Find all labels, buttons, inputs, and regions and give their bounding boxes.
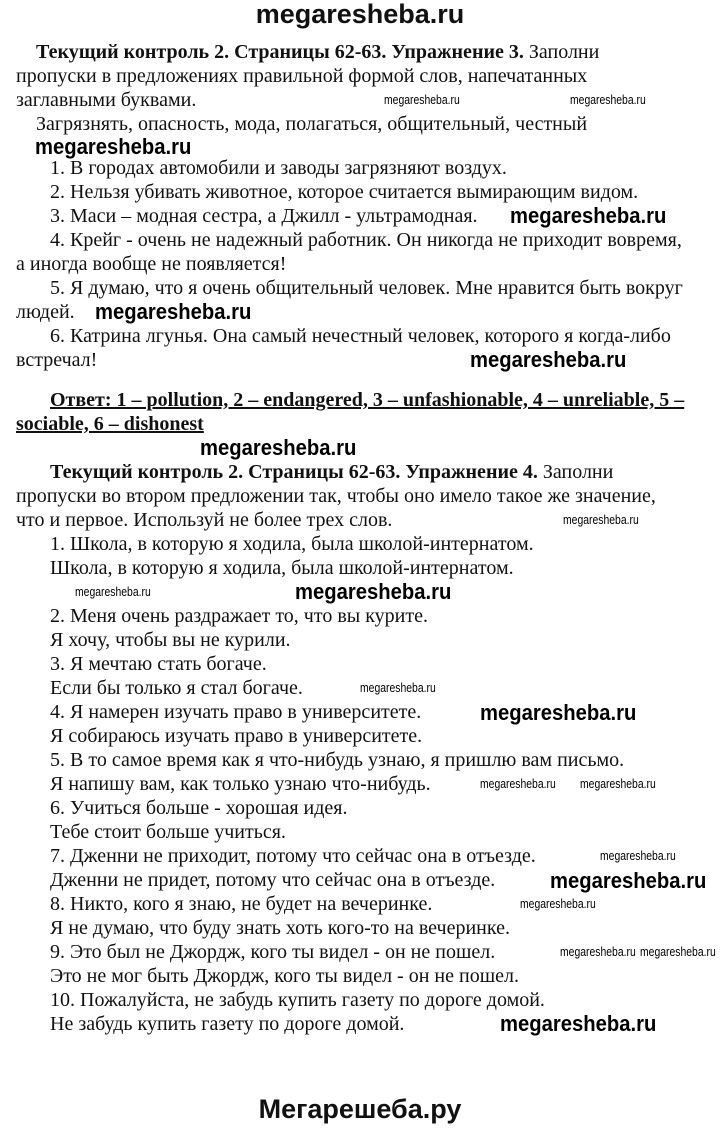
sentence: а иногда вообще не появляется! [16,253,287,275]
sentence: Дженни не придет, потому что сейчас она в отъезде. [50,869,496,891]
ex4-instruction-2: пропуски во втором предложении так, чтобы оно имело такое же значение, [16,485,656,507]
ex4-title-line [50,460,613,484]
watermark: megaresheba.ru [600,848,676,863]
answer-line-1: Ответ: 1 – pollution, 2 – endangered, 3 – unfashionable, 4 – unreliable, 5 – [50,389,685,411]
sentence: 3. Я мечтаю стать богаче. [50,653,267,675]
sentence: 4. Крейг - очень не надежный работник. Он никогда не приходит вовремя, [50,229,682,251]
sentence: Тебе стоит больше учиться. [50,821,286,843]
ex3-title-line [36,40,599,64]
sentence: 9. Это был не Джордж, кого ты видел - он не пошел. [50,941,496,963]
watermark: megaresheba.ru [640,944,716,959]
sentence: людей. [16,301,75,323]
watermark: megaresheba.ru [510,203,667,228]
sentence: 3. Маси – модная сестра, а Джилл - ультрамодная. [50,205,478,227]
watermark: megaresheba.ru [295,579,452,604]
ex3-instruction-3: заглавными буквами. [16,89,197,111]
sentence: Не забудь купить газету по дороге домой. [50,1013,405,1035]
sentence: 8. Никто, кого я знаю, не будет на вечеринке. [50,893,433,915]
sentence: Если бы только я стал богаче. [50,677,303,699]
sentence: 2. Нельзя убивать животное, которое считается вымирающим видом. [50,181,639,203]
sentence: 7. Дженни не приходит, потому что сейчас она в отъезде. [50,845,536,867]
sentence: Я напишу вам, как только узнаю что-нибудь. [50,773,431,795]
watermark: megaresheba.ru [200,435,357,460]
ex3-instruction: Заполни [528,41,600,63]
watermark: megaresheba.ru [95,299,252,324]
sentence: Я не думаю, что буду знать хоть кого-то на вечеринке. [50,917,510,939]
sentence: Это не мог быть Джордж, кого ты видел - он не пошел. [50,965,519,987]
watermark: megaresheba.ru [560,944,636,959]
sentence: встречал! [16,349,98,371]
watermark: megaresheba.ru [480,700,637,725]
ex3-instruction-2: пропуски в предложениях правильной формой слов, напечатанных [16,65,588,87]
watermark: megaresheba.ru [35,134,192,159]
sentence: 1. В городах автомобили и заводы загрязняют воздух. [50,157,507,179]
sentence: 5. В то самое время как я что-нибудь узнаю, я пришлю вам письмо. [50,749,625,771]
sentence: 5. Я думаю, что я очень общительный человек. Мне нравится быть вокруг [50,277,683,299]
watermark: megaresheba.ru [563,512,639,527]
sentence: 2. Меня очень раздражает то, что вы курите. [50,605,428,627]
sentence: 6. Учиться больше - хорошая идея. [50,797,348,819]
sentence: Я собираюсь изучать право в университете. [50,725,423,747]
ex4-instruction: Заполни [542,461,614,483]
sentence: Я хочу, чтобы вы не курили. [50,629,291,651]
ex4-instruction-3: что и первое. Используй не более трех слов. [16,509,393,531]
watermark: megaresheba.ru [384,92,460,107]
sentence: 1. Школа, в которую я ходила, была школой-интернатом. [50,533,534,555]
sentence: 4. Я намерен изучать право в университете. [50,701,422,723]
ex3-word-list: Загрязнять, опасность, мода, полагаться, общительный, честный [36,113,588,135]
site-footer: Мегарешеба.ру [258,1094,462,1124]
watermark: megaresheba.ru [550,868,707,893]
sentence: 10. Пожалуйста, не забудь купить газету по дороге домой. [50,989,545,1011]
ex4-title: Текущий контроль 2. Страницы 62-63. Упражнение 4. [50,461,538,483]
watermark: megaresheba.ru [500,1011,657,1036]
watermark: megaresheba.ru [520,896,596,911]
watermark: megaresheba.ru [480,776,556,791]
site-header: megaresheba.ru [255,0,465,29]
watermark: megaresheba.ru [570,92,646,107]
watermark: megaresheba.ru [75,584,151,599]
sentence: 6. Катрина лгунья. Она самый нечестный человек, которого я когда-либо [50,325,671,347]
answer-line-2: sociable, 6 – dishonest [16,413,204,435]
watermark: megaresheba.ru [360,680,436,695]
watermark: megaresheba.ru [580,776,656,791]
watermark: megaresheba.ru [470,347,627,372]
sentence: Школа, в которую я ходила, была школой-интернатом. [50,557,514,579]
ex3-title: Текущий контроль 2. Страницы 62-63. Упражнение 3. [36,41,524,63]
